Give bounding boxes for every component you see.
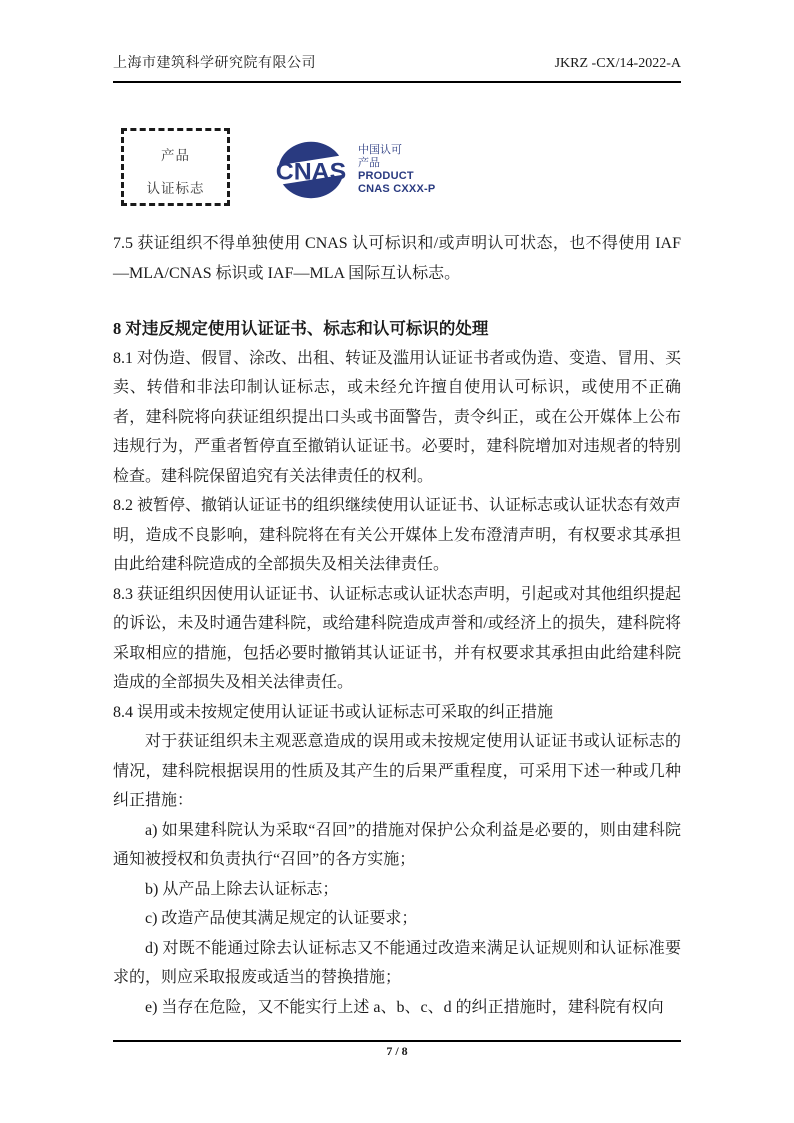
cnas-logo-icon xyxy=(274,138,348,202)
section-8-heading: 8 对违反规定使用认证证书、标志和认可标识的处理 xyxy=(113,319,489,338)
paragraph-8-4-intro: 对于获证组织未主观恶意造成的误用或未按规定使用认证证书或认证标志的情况，建科院根据误用的性质及其产生的后果严重程度，可采用下述一种或几种纠正措施： xyxy=(113,733,681,809)
mark-box-line2: 认证标志 xyxy=(146,181,205,196)
document-number: JKRZ -CX/14-2022-A xyxy=(554,56,681,71)
list-item-c: c) 改造产品使其满足规定的认证要求； xyxy=(145,910,418,927)
cnas-side-line-zh1: 中国认可 xyxy=(358,144,402,156)
svg-text:CNAS: CNAS xyxy=(275,158,347,186)
cnas-side-line-en1: PRODUCT xyxy=(358,170,414,182)
list-item-a: a) 如果建科院认为采取“召回”的措施对保护公众利益是必要的，则由建科院通知被授权和负责执行“召回”的各方实施； xyxy=(113,821,681,868)
page-header xyxy=(113,0,681,83)
list-item-e: e) 当存在危险，又不能实行上述 a、b、c、d 的纠正措施时，建科院有权向 xyxy=(145,998,664,1016)
document-body xyxy=(113,229,681,1022)
list-item-d: d) 对既不能通过除去认证标志又不能通过改造来满足认证规则和认证标准要求的，则应采取报废或适当的替换措施； xyxy=(113,939,681,986)
paragraph-7-5: 7.5 获证组织不得单独使用 CNAS 认可标识和/或声明认可状态，也不得使用 IAF—MLA/CNAS 标识或 IAF—MLA 国际互认标志。 xyxy=(113,235,681,282)
list-item-b: b) 从产品上除去认证标志； xyxy=(145,880,339,898)
certification-mark-placeholder-box xyxy=(121,128,230,206)
logo-row xyxy=(0,128,794,210)
company-name: 上海市建筑科学研究院有限公司 xyxy=(113,56,316,71)
cnas-side-text xyxy=(358,144,435,202)
page-footer xyxy=(113,1040,681,1060)
mark-box-line1: 产品 xyxy=(161,148,190,163)
paragraph-8-2: 8.2 被暂停、撤销认证证书的组织继续使用认证证书、认证标志或认证状态有效声明，造成不良影响，建科院将在有关公开媒体上发布澄清声明，有权要求其承担由此给建科院造成的全部损失及相关法律责任。 xyxy=(113,497,682,573)
paragraph-8-1: 8.1 对伪造、假冒、涂改、出租、转证及滥用认证证书者或伪造、变造、冒用、买卖、转借和非法印制认证标志，或未经允许擅自使用认可标识，或使用不正确者，建科院将向获证组织提出口头或书面警告，责令纠正，或在公开媒体上公布违规行为，严重者暂停直至撤销认证证书。必要时，建科院增加对违规者的特别检查。建科院保留追究有关法律责任的权利。 xyxy=(113,349,682,485)
page-number: 7 / 8 xyxy=(386,1044,408,1058)
cnas-accreditation-mark xyxy=(274,138,435,202)
paragraph-8-4: 8.4 误用或未按规定使用认证证书或认证标志可采取的纠正措施 xyxy=(113,703,554,721)
paragraph-8-3: 8.3 获证组织因使用认证证书、认证标志或认证状态声明，引起或对其他组织提起的诉讼，未及时通告建科院，或给建科院造成声誉和/或经济上的损失，建科院将采取相应的措施，包括必要时撤销其认证证书，并有权要求其承担由此给建科院造成的全部损失及相关法律责任。 xyxy=(113,585,682,691)
cnas-side-line-zh2: 产品 xyxy=(358,157,380,169)
cnas-side-line-en2: CNAS CXXX-P xyxy=(358,183,436,195)
